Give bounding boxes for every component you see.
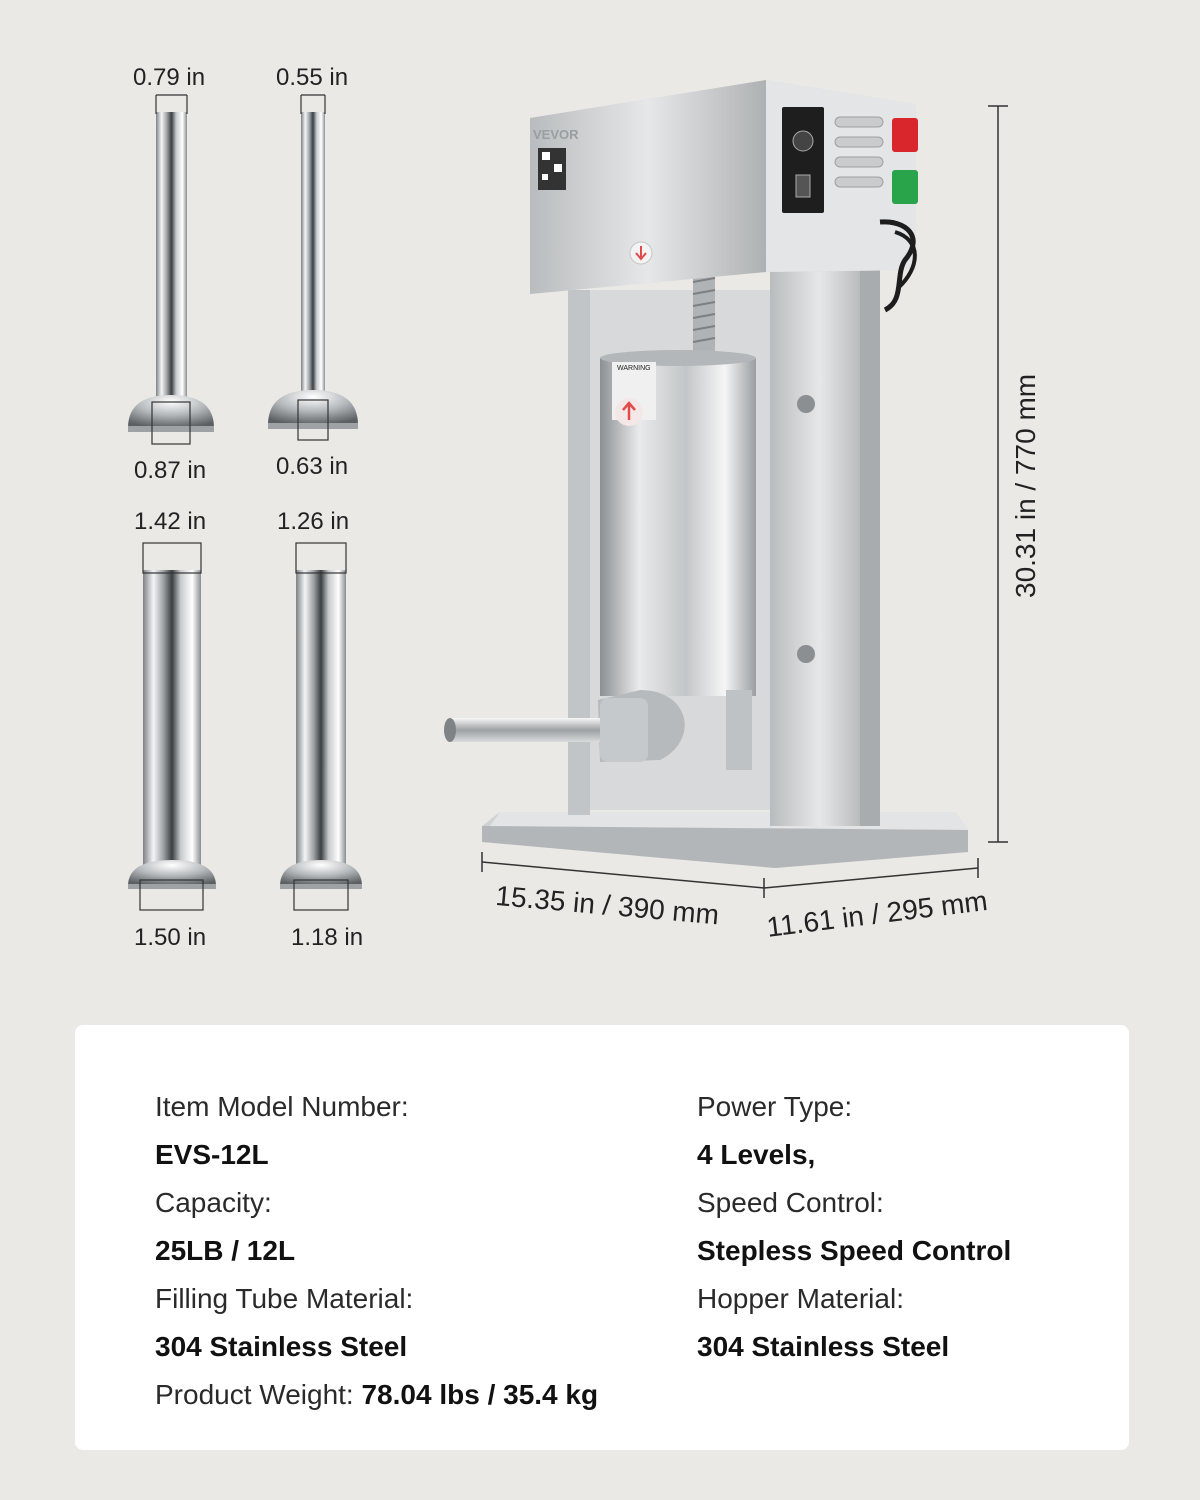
tube1-bottom-diameter: 0.87 in (134, 457, 207, 484)
tube4-bottom-diameter: 1.18 in (291, 924, 364, 951)
green-power-switch (892, 170, 918, 204)
speed-knob (793, 131, 813, 151)
frame-right-column (770, 268, 870, 826)
power-type-label: Power Type: (697, 1091, 853, 1122)
frame-bolt-upper (797, 395, 815, 413)
machine-height-dimension: 30.31 in / 770 mm (1010, 373, 1041, 598)
product-weight-label: Product Weight: (155, 1379, 362, 1410)
specs-right-column (697, 1083, 1011, 1371)
tube4-top-diameter: 1.26 in (277, 508, 350, 535)
power-type-value: 4 Levels, (697, 1139, 816, 1170)
speed-control-value: Stepless Speed Control (697, 1235, 1012, 1266)
filling-tube-material-value: 304 Stainless Steel (155, 1331, 408, 1362)
capacity-label: Capacity: (155, 1187, 272, 1218)
machine-width-dimension: 15.35 in / 390 mm (494, 880, 721, 931)
product-weight-value: 78.04 lbs / 35.4 kg (361, 1379, 599, 1410)
model-number-label: Item Model Number: (155, 1091, 409, 1122)
speed-control-label: Speed Control: (697, 1187, 884, 1218)
direction-switch (796, 175, 810, 197)
frame-bolt-lower (797, 645, 815, 663)
tube2-top-diameter: 0.55 in (276, 64, 349, 91)
red-power-switch (892, 118, 918, 152)
capacity-value: 25LB / 12L (155, 1235, 296, 1266)
specs-left-column (155, 1083, 598, 1419)
filling-tube-material-label: Filling Tube Material: (155, 1283, 414, 1314)
machine-depth-dimension: 11.61 in / 295 mm (765, 884, 990, 943)
tube3-bottom-diameter: 1.50 in (134, 924, 207, 951)
tube2-bottom-diameter: 0.63 in (276, 453, 349, 480)
tube1-top-diameter: 0.79 in (133, 64, 206, 91)
brand-logo: VEVOR (533, 127, 579, 142)
hopper-material-value: 304 Stainless Steel (697, 1331, 950, 1362)
product-weight-row (155, 1371, 598, 1419)
svg-text:WARNING: WARNING (617, 365, 651, 372)
machine-base (482, 812, 968, 868)
tube3-top-diameter: 1.42 in (134, 508, 207, 535)
specifications-card (75, 1025, 1129, 1450)
frame-right-edge (860, 268, 880, 826)
outlet-nozzle (444, 690, 685, 762)
model-number-value: EVS-12L (155, 1139, 269, 1170)
hopper-material-label: Hopper Material: (697, 1283, 904, 1314)
